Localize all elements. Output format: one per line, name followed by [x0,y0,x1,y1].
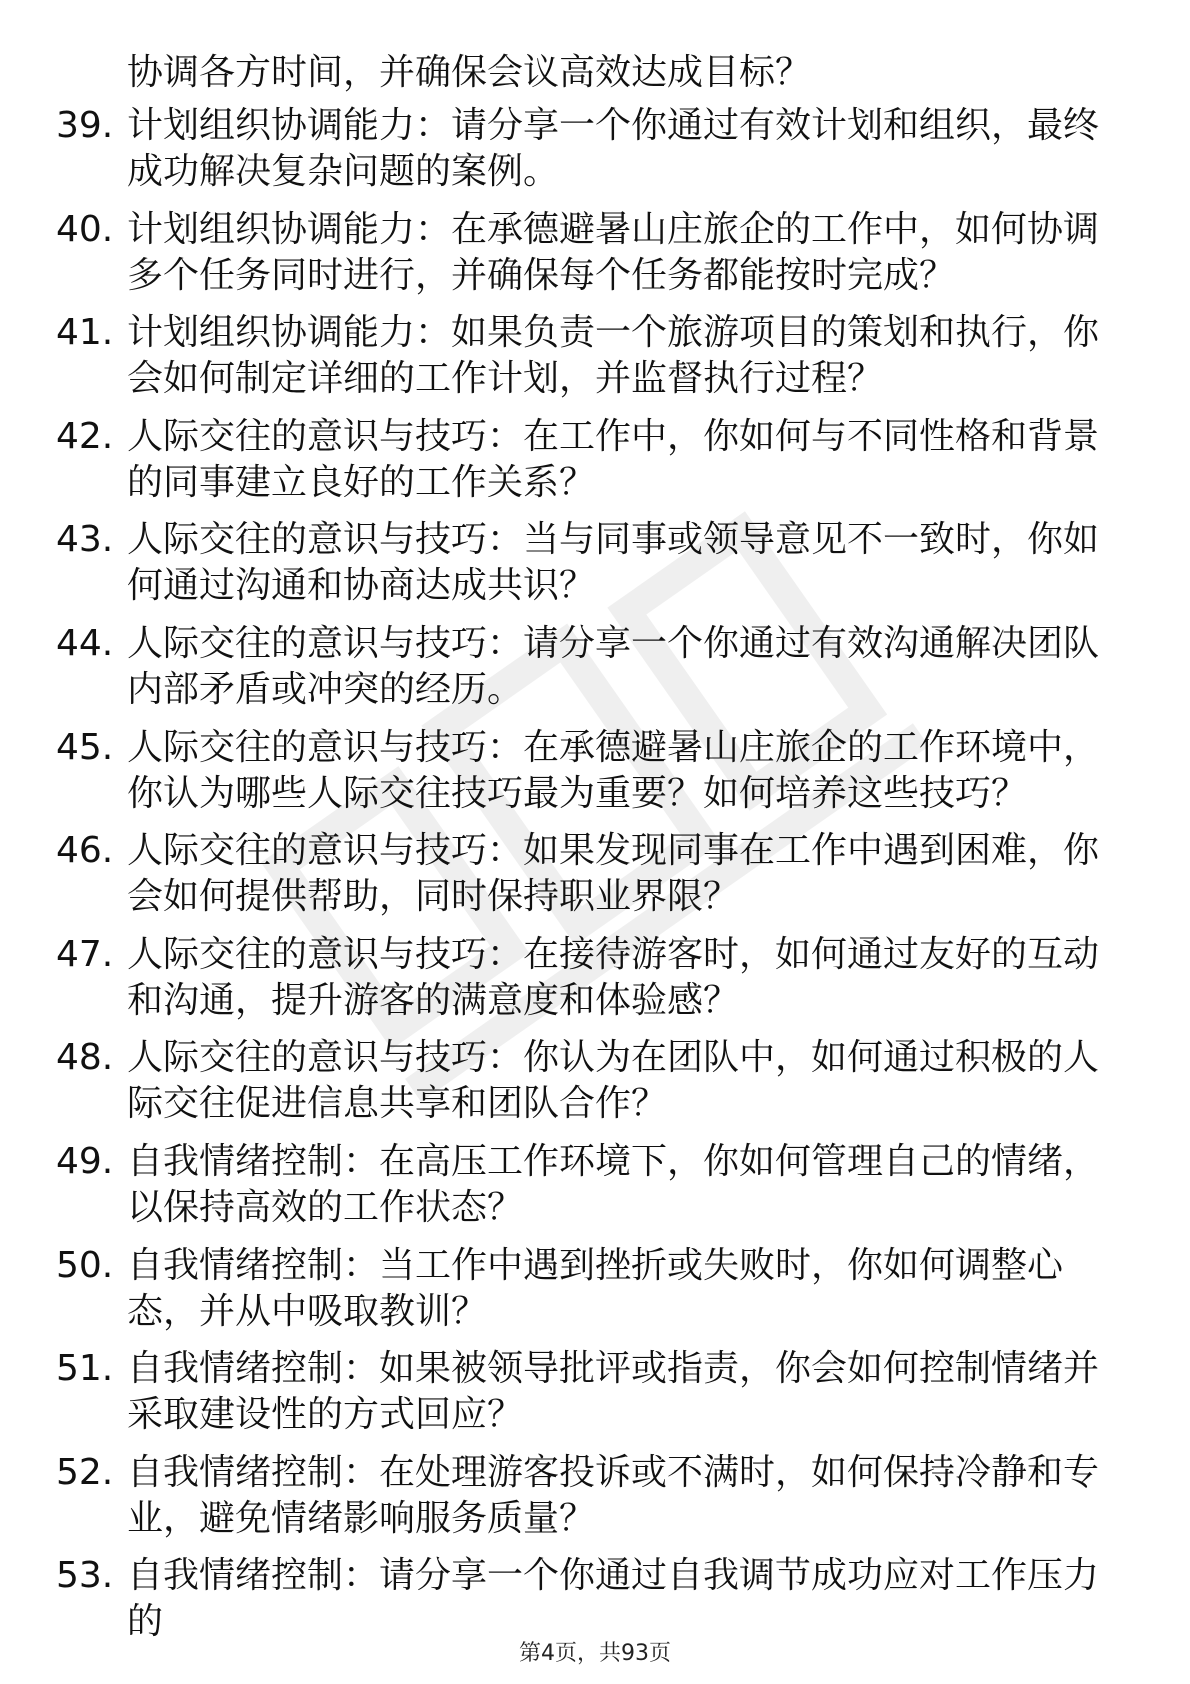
question-number: 41. [56,312,114,354]
question-item [0,1243,1190,1347]
question-item [0,517,1190,621]
question-number: 48. [56,1037,114,1079]
question-number: 47. [56,933,114,975]
question-text: 计划组织协调能力：请分享一个你通过有效计划和组织，最终成功解决复杂问题的案例。 [127,105,1100,192]
continuation-text: 协调各方时间，并确保会议高效达成目标？ [127,52,812,93]
question-list [0,103,1190,1657]
question-item [0,1035,1190,1139]
question-item [0,725,1190,829]
question-text: 计划组织协调能力：如果负责一个旅游项目的策划和执行，你会如何制定详细的工作计划，并监督执行过程？ [127,312,1100,400]
question-item [0,310,1190,414]
page-footer: 第4页，共93页 [519,1641,671,1666]
question-text: 自我情绪控制：在高压工作环境下，你如何管理自己的情绪，以保持高效的工作状态？ [127,1140,1100,1228]
question-number: 52. [56,1451,114,1493]
question-text: 人际交往的意识与技巧：在承德避暑山庄旅企的工作环境中，你认为哪些人际交往技巧最为重要？如何培养这些技巧？ [127,726,1100,814]
question-text: 人际交往的意识与技巧：在接待游客时，如何通过友好的互动和沟通，提升游客的满意度和体验感？ [127,933,1100,1021]
question-text: 人际交往的意识与技巧：你认为在团队中，如何通过积极的人际交往促进信息共享和团队合作？ [127,1037,1100,1125]
question-item [0,828,1190,932]
question-number: 40. [56,208,114,250]
question-number: 51. [56,1348,114,1390]
question-number: 53. [56,1555,114,1597]
question-text: 自我情绪控制：请分享一个你通过自我调节成功应对工作压力的 [127,1555,1100,1643]
question-text: 自我情绪控制：如果被领导批评或指责，你会如何控制情绪并采取建设性的方式回应？ [127,1348,1100,1436]
question-item [0,621,1190,725]
question-item [0,103,1190,207]
question-item [0,414,1190,518]
question-item [0,1450,1190,1554]
question-number: 42. [56,415,114,457]
question-item [0,1346,1190,1450]
question-number: 46. [56,830,114,872]
question-text: 计划组织协调能力：在承德避暑山庄旅企的工作中，如何协调多个任务同时进行，并确保每个任务都能按时完成？ [127,208,1100,296]
question-text: 自我情绪控制：当工作中遇到挫折或失败时，你如何调整心态，并从中吸取教训？ [127,1244,1064,1332]
question-number: 44. [56,622,114,664]
question-number: 43. [56,519,114,561]
question-item [0,207,1190,311]
question-text: 人际交往的意识与技巧：在工作中，你如何与不同性格和背景的同事建立良好的工作关系？ [127,415,1100,503]
question-number: 45. [56,726,114,768]
question-text: 人际交往的意识与技巧：如果发现同事在工作中遇到困难，你会如何提供帮助，同时保持职业界限？ [127,830,1100,918]
question-item [0,1139,1190,1243]
question-text: 自我情绪控制：在处理游客投诉或不满时，如何保持冷静和专业，避免情绪影响服务质量？ [127,1451,1100,1539]
question-number: 49. [56,1140,114,1182]
question-text: 人际交往的意识与技巧：请分享一个你通过有效沟通解决团队内部矛盾或冲突的经历。 [127,622,1100,710]
question-number: 50. [56,1244,114,1286]
question-item [0,932,1190,1036]
question-number: 39. [56,105,114,146]
question-text: 人际交往的意识与技巧：当与同事或领导意见不一致时，你如何通过沟通和协商达成共识？ [127,519,1100,607]
